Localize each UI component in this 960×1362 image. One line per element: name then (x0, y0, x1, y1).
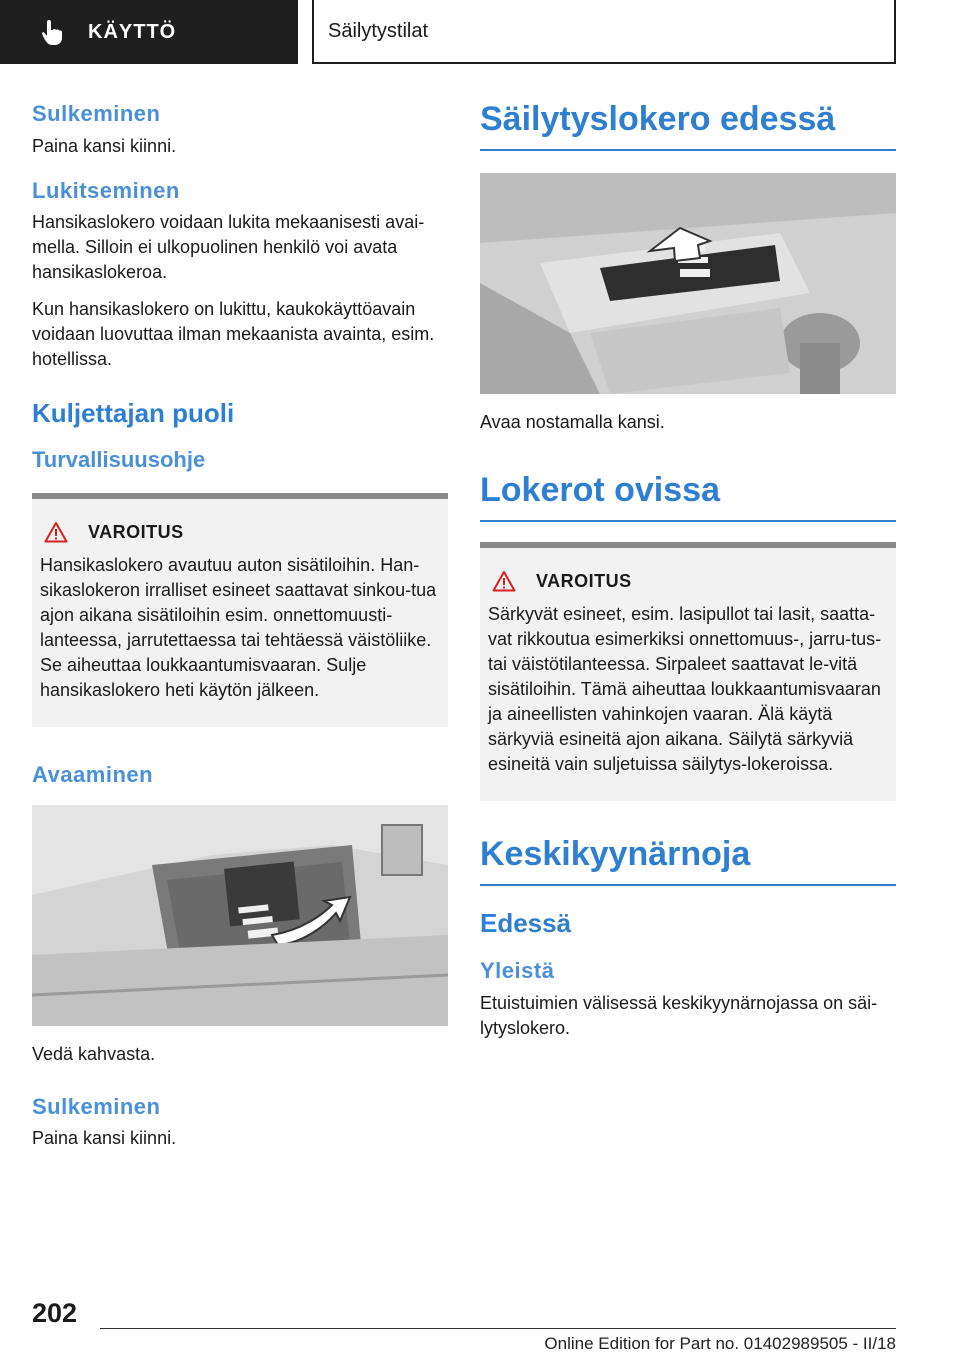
general-heading: Yleistä (480, 958, 555, 984)
door-compartments-heading: Lokerot ovissa (480, 471, 896, 522)
closing-heading: Sulkeminen (32, 101, 161, 126)
warning-triangle-icon (44, 521, 68, 543)
warning-title: VAROITUS (88, 521, 184, 542)
door-warning-title: VAROITUS (536, 570, 632, 591)
closing2-text: Paina kansi kiinni. (32, 1128, 177, 1149)
chapter-label: KÄYTTÖ (88, 20, 177, 43)
locking-paragraph-2: Kun hansikaslokero on lukittu, kaukokäyttöavain voidaan luovuttaa ilman mekaanista avainta, esim. hotellissa. (32, 299, 435, 369)
page-number: 202 (32, 1298, 78, 1328)
locking-heading: Lukitseminen (32, 177, 180, 203)
edition-footer: Online Edition for Part no. 01402989505 - II/18 (544, 1334, 896, 1353)
front-box-caption: Avaa nostamalla kansi. (480, 412, 665, 432)
general-text: Etuistuimien välisessä keskikyynärnojassa on säi-lytyslokero. (480, 992, 878, 1038)
section-title: Säilytystilat (312, 0, 896, 64)
opening-heading: Avaaminen (32, 762, 154, 788)
warning-text: Hansikaslokero avautuu auton sisätiloihin. Han-sikaslokeron irralliset esineet saattavat sinkou-tua ajon aikana sisätiloihin esim. onnettomuusti-lanteessa, jarrutettaessa tai tehtäessä väistöliike. Se aiheuttaa loukkaantumisvaaran. Sulje hansikaslokero heti käytön jälkeen. (40, 555, 437, 701)
hand-pointer-icon (40, 18, 66, 46)
door-warning-text: Särkyvät esineet, esim. lasipullot tai lasit, saatta-vat rikkoutua esimerkiksi onnettomuus-, jarru-tus- tai väistötilanteessa. Sirpaleet saattavat le-vitä sisätiloihin. Tämä aiheuttaa loukkaantumisvaaran ja aineellisten vahinkojen vaaran. Älä käytä särkyviä esineitä ajon aikana. Säilytä särkyviä esineitä vain suljetuissa säilytys-lokeroissa. (488, 604, 882, 774)
warning-triangle-icon (492, 570, 516, 592)
driver-side-heading: Kuljettajan puoli (32, 398, 235, 428)
warning-box (32, 493, 448, 727)
front-heading: Edessä (480, 908, 572, 938)
footer-divider (100, 1328, 896, 1329)
locking-paragraph-1: Hansikaslokero voidaan lukita mekaanisesti avai-mella. Silloin ei ulkopuolinen henkilö voi avata hansikaslokeroa. (32, 212, 425, 282)
safety-heading: Turvallisuusohje (32, 447, 206, 473)
opening-caption: Vedä kahvasta. (32, 1043, 156, 1064)
right-column (480, 100, 896, 1053)
front-box-photo (480, 173, 896, 394)
door-warning-box (480, 542, 896, 801)
chapter-tab[interactable] (0, 0, 298, 64)
glovebox-photo (32, 805, 448, 1026)
closing-text: Paina kansi kiinni. (32, 135, 177, 156)
left-column (32, 100, 448, 1163)
closing2-heading: Sulkeminen (32, 1093, 161, 1119)
front-box-heading: Säilytyslokero edessä (480, 100, 896, 151)
armrest-heading: Keskikyynärnoja (480, 835, 896, 886)
